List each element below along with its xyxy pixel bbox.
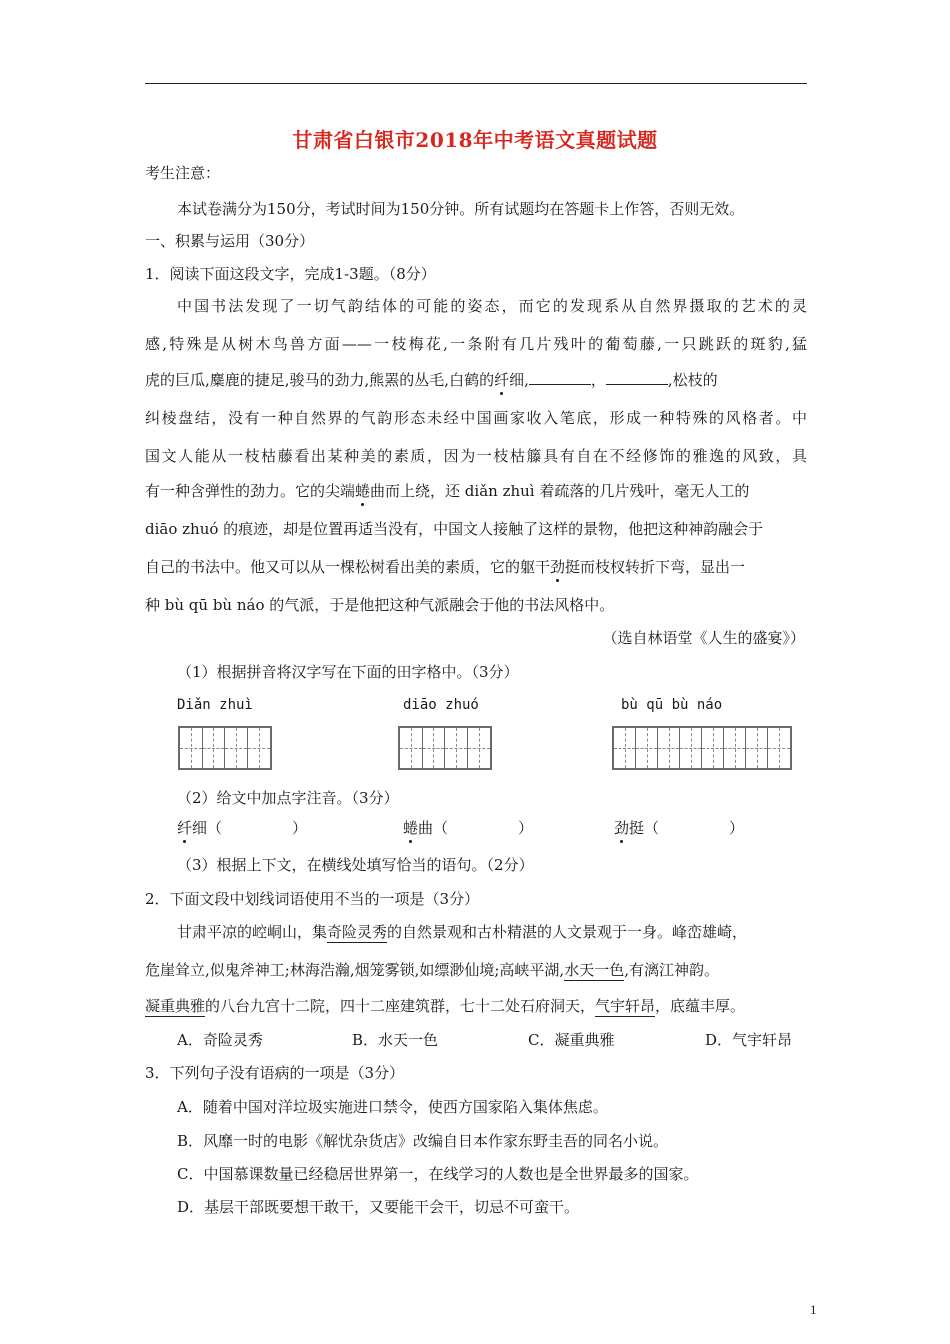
passage-line	[145, 481, 749, 501]
notice-label: 考生注意：	[145, 164, 221, 182]
grid-cell[interactable]	[248, 728, 270, 768]
question-3-stem: 3．下列句子没有语病的一项是（3分）	[145, 1064, 405, 1082]
grid-cell[interactable]	[724, 728, 746, 768]
dotted-char: 劲	[550, 558, 566, 576]
question-1-stem: 1．阅读下面这段文字，完成1-3题。（8分）	[145, 265, 436, 283]
q3-option-d[interactable]: D．基层干部既要想干敢干，又要能干会干，切忌不可蛮干。	[177, 1198, 580, 1216]
fill-blank-1[interactable]	[529, 370, 591, 385]
bracket-close: ）	[729, 819, 745, 837]
underlined-phrase: 奇险灵秀	[327, 923, 388, 941]
passage-line: 国文人能从一枝枯藤看出某种美的素质，因为一枝枯籐具有自在不经修饰的雅逸的风致，具	[145, 447, 807, 465]
passage-source: （选自林语堂《人生的盛宴》）	[602, 629, 805, 647]
passage-text: 危崖耸立,似鬼斧神工;林海浩瀚,烟笼雾锁,如缥渺仙境;高峡平湖,	[145, 961, 565, 979]
pinyin-label-1: Diǎn zhuì	[177, 697, 253, 713]
phonetic-item-1	[177, 818, 307, 838]
passage-text: ，底蕴丰厚。	[655, 997, 746, 1015]
section-heading: 一、积累与运用（30分）	[145, 232, 315, 250]
q2-option-a[interactable]: A．奇险灵秀	[177, 1031, 263, 1049]
phonetic-item-3	[614, 818, 744, 838]
passage-text: 曲而上绕，还 diǎn zhuì 着疏落的几片残叶，毫无人工的	[370, 482, 750, 500]
grid-cell[interactable]	[225, 728, 248, 768]
dotted-char: 蜷	[403, 819, 419, 837]
q3-option-a[interactable]: A．随着中国对洋垃圾实施进口禁令，使西方国家陷入集体焦虑。	[177, 1098, 608, 1116]
header-rule	[145, 83, 807, 84]
dotted-char: 蜷	[355, 482, 371, 500]
phonetic-word: 曲（	[418, 819, 449, 837]
q2-passage-line	[177, 922, 747, 942]
tianzige-grid-3[interactable]	[612, 726, 792, 770]
passage-line: diāo zhuó 的痕迹，却是位置再适当没有，中国文人接触了这样的景物，他把这种神韵融会于	[145, 520, 764, 538]
grid-cell[interactable]	[468, 728, 490, 768]
grid-cell[interactable]	[445, 728, 468, 768]
q2-passage-line	[145, 960, 719, 980]
grid-cell[interactable]	[658, 728, 680, 768]
q3-option-c[interactable]: C．中国慕课数量已经稳居世界第一，在线学习的人数也是全世界最多的国家。	[177, 1165, 699, 1183]
underlined-phrase: 气宇轩昂	[595, 997, 656, 1015]
exam-title: 甘肃省白银市2018年中考语文真题试题	[292, 128, 658, 152]
passage-text: 甘肃平凉的崆峒山，集	[177, 923, 328, 941]
bracket-close: ）	[518, 819, 534, 837]
pinyin-label-2: diāo zhuó	[403, 697, 479, 713]
passage-line	[145, 370, 718, 390]
passage-text: 的八台九宫十二院，四十二座建筑群，七十二处石府洞天，	[205, 997, 596, 1015]
passage-text: 虎的巨瓜,麋鹿的捷足,骏马的劲力,熊罴的丛毛,白鹤的	[145, 371, 495, 389]
passage-line	[145, 557, 745, 577]
page-number: 1	[810, 1302, 817, 1317]
grid-cell[interactable]	[636, 728, 658, 768]
subquestion-3: （3）根据上下文，在横线处填写恰当的语句。（2分）	[177, 856, 534, 874]
question-2-stem: 2．下面文段中划线词语使用不当的一项是（3分）	[145, 890, 480, 908]
dotted-char: 纤	[177, 819, 193, 837]
passage-line: 纠棱盘结，没有一种自然界的气韵形态未经中国画家收入笔底，形成一种特殊的风格者。中	[145, 409, 807, 427]
phonetic-item-2	[403, 818, 533, 838]
dotted-char: 劲	[614, 819, 630, 837]
q2-option-b[interactable]: B．水天一色	[352, 1031, 439, 1049]
passage-text: 的自然景观和古朴精湛的人文景观于一身。峰峦雄崎，	[387, 923, 748, 941]
passage-text: 有一种含弹性的劲力。它的尖端	[145, 482, 356, 500]
pinyin-label-3: bù qū bù náo	[621, 697, 723, 713]
dotted-char: 纤	[494, 371, 510, 389]
passage-text: ,松枝的	[667, 371, 718, 389]
grid-cell[interactable]	[423, 728, 446, 768]
subquestion-2: （2）给文中加点字注音。（3分）	[177, 789, 399, 807]
q3-option-b[interactable]: B．风靡一时的电影《解忧杂货店》改编自日本作家东野圭吾的同名小说。	[177, 1132, 669, 1150]
fill-blank-2[interactable]	[606, 370, 668, 385]
grid-cell[interactable]	[203, 728, 226, 768]
grid-cell[interactable]	[180, 728, 203, 768]
bracket-close: ）	[292, 819, 308, 837]
passage-text: 自己的书法中。他又可以从一棵松树看出美的素质，它的躯干	[145, 558, 551, 576]
q2-passage-line	[145, 996, 745, 1016]
q2-option-c[interactable]: C．凝重典雅	[528, 1031, 615, 1049]
underlined-phrase: 水天一色	[564, 961, 625, 979]
subquestion-1: （1）根据拼音将汉字写在下面的田字格中。（3分）	[177, 663, 519, 681]
passage-text: 挺而枝杈转折下弯，显出一	[565, 558, 746, 576]
phonetic-word: 细（	[192, 819, 223, 837]
underlined-phrase: 凝重典雅	[145, 997, 206, 1015]
grid-cell[interactable]	[746, 728, 768, 768]
passage-line: 种 bù qū bù náo 的气派，于是他把这种气派融会于他的书法风格中。	[145, 596, 615, 614]
grid-cell[interactable]	[768, 728, 790, 768]
q2-option-d[interactable]: D．气宇轩昂	[705, 1031, 793, 1049]
passage-text: ,有漓江神韵。	[624, 961, 719, 979]
grid-cell[interactable]	[680, 728, 702, 768]
passage-text: ，	[590, 371, 606, 389]
grid-cell[interactable]	[614, 728, 636, 768]
grid-cell[interactable]	[400, 728, 423, 768]
tianzige-grid-2[interactable]	[398, 726, 492, 770]
passage-line: 感,特殊是从树木鸟兽方面——一枝梅花,一条附有几片残叶的葡萄藤,一只跳跃的斑豹,猛	[145, 335, 807, 353]
passage-text: 细,	[509, 371, 529, 389]
phonetic-word: 挺（	[629, 819, 660, 837]
notice-text: 本试卷满分为150分，考试时间为150分钟。所有试题均在答题卡上作答，否则无效。	[177, 200, 745, 218]
tianzige-grid-1[interactable]	[178, 726, 272, 770]
grid-cell[interactable]	[702, 728, 724, 768]
passage-line: 中国书法发现了一切气韵结体的可能的姿态，而它的发现系从自然界摄取的艺术的灵	[177, 297, 807, 315]
